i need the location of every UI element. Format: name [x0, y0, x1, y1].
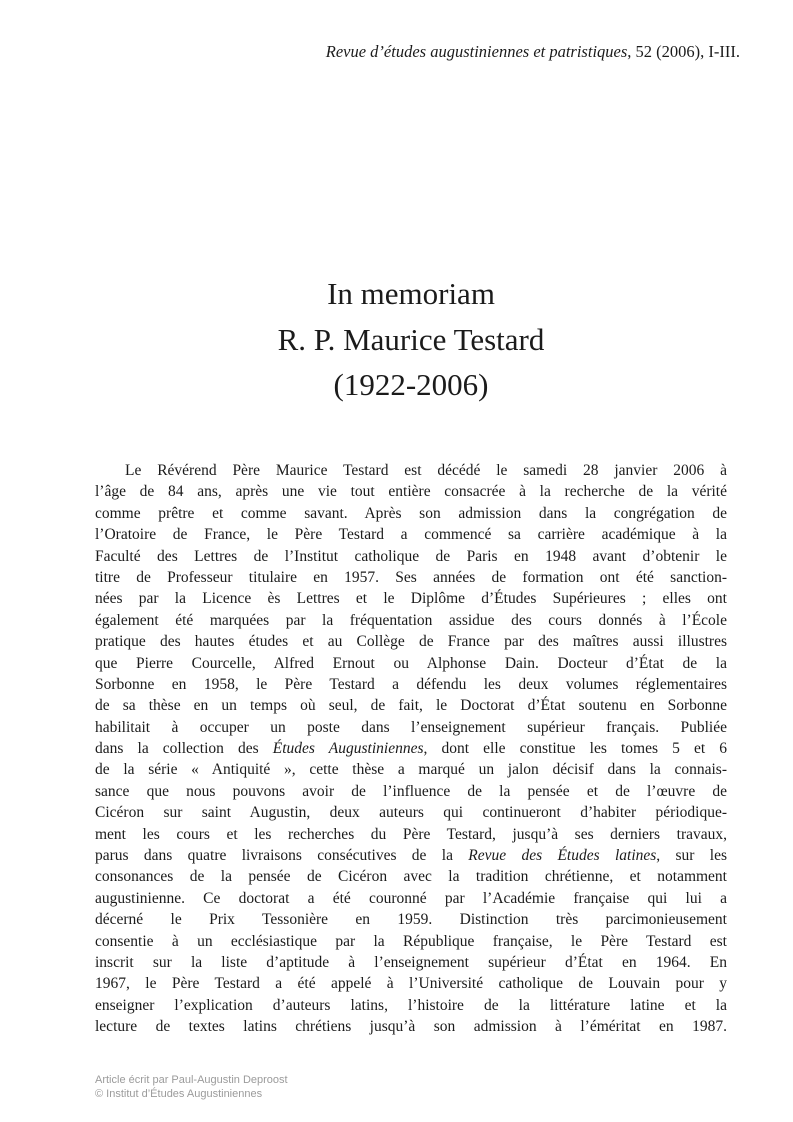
body-line	[95, 931, 727, 952]
body-line	[95, 738, 727, 759]
text-segment: de la série « Antiquité », cette thèse a marqué un jalon décisif dans la connais-	[95, 761, 727, 779]
italic-text-segment: Études Augustiniennes	[272, 740, 424, 758]
text-segment: que Pierre Courcelle, Alfred Ernout ou Alphonse Dain. Docteur d’État de la	[95, 654, 727, 672]
body-line	[95, 973, 727, 994]
text-segment: comme prêtre et comme savant. Après son admission dans la congrégation de	[95, 504, 727, 522]
text-segment: habilitait à occuper un poste dans l’enseignement supérieur français. Publiée	[95, 718, 727, 736]
italic-text-segment: Revue des Études latines	[468, 847, 657, 865]
text-segment: pratique des hautes études et au Collège de France par des maîtres aussi illustres	[95, 633, 727, 651]
text-segment: augustinienne. Ce doctorat a été couronné par l’Académie française qui lui a	[95, 889, 727, 907]
text-segment: consentie à un ecclésiastique par la République française, le Père Testard est	[95, 932, 727, 950]
text-segment: décerné le Prix Tessonière en 1959. Distinction très parcimonieusement	[95, 911, 727, 929]
body-line	[95, 610, 727, 631]
text-segment: dans la collection des	[95, 740, 273, 758]
text-segment: titre de Professeur titulaire en 1957. Ses années de formation ont été sanction-	[95, 568, 727, 586]
body-line	[95, 653, 727, 674]
title-line-in-memoriam: In memoriam	[327, 276, 495, 311]
body-line	[95, 866, 727, 887]
text-segment: inscrit sur la liste d’aptitude à l’enseignement supérieur d’État en 1964. En	[95, 953, 727, 971]
body-line	[95, 824, 727, 845]
page-footer	[95, 1074, 288, 1101]
text-segment: nées par la Licence ès Lettres et le Diplôme d’Études Supérieures ; elles ont	[95, 590, 727, 608]
journal-citation: , 52 (2006), I-III.	[627, 42, 740, 61]
text-segment: Faculté des Lettres de l’Institut catholique de Paris en 1948 avant d’obtenir le	[95, 547, 727, 565]
body-line	[95, 845, 727, 866]
text-segment: , sur les	[656, 847, 727, 865]
text-segment: de sa thèse en un temps où seul, de fait, le Doctorat d’État soutenu en Sorbonne	[95, 697, 727, 715]
journal-title: Revue d’études augustiniennes et patristiques	[325, 42, 628, 61]
text-segment: ment les cours et les recherches du Père Testard, jusqu’à ses derniers travaux,	[95, 825, 727, 843]
body-line	[95, 717, 727, 738]
text-segment: 1967, le Père Testard a été appelé à l’Université catholique de Louvain pour y	[95, 975, 727, 993]
body-line	[95, 781, 727, 802]
body-line	[95, 995, 727, 1016]
body-line	[95, 759, 727, 780]
body-line	[95, 524, 727, 545]
body-line	[95, 481, 727, 502]
body-line	[95, 631, 727, 652]
title-line-dates: (1922-2006)	[333, 367, 489, 402]
text-segment: lecture de textes latins chrétiens jusqu’à son admission à l’éméritat en 1987.	[95, 1018, 727, 1036]
body-line	[95, 460, 727, 481]
body-line	[95, 674, 727, 695]
body-line	[95, 503, 727, 524]
text-segment: sance que nous pouvons avoir de l’influence de la pensée et de l’œuvre de	[95, 782, 727, 800]
text-segment: également été marquées par la fréquentation assidue des cours donnés à l’École	[95, 611, 727, 629]
body-line	[95, 888, 727, 909]
footer-copyright: © Institut d’Études Augustiniennes	[95, 1087, 263, 1100]
footer-credit: Article écrit par Paul-Augustin Deproost	[95, 1074, 288, 1086]
body-line	[95, 695, 727, 716]
body-line	[95, 546, 727, 567]
body-text	[95, 460, 727, 1038]
text-segment: , dont elle constitue les tomes 5 et 6	[423, 740, 727, 758]
text-segment: Cicéron sur saint Augustin, deux auteurs qui continueront d’habiter périodique-	[95, 804, 727, 822]
body-line	[95, 1016, 727, 1037]
text-segment: enseigner l’explication d’auteurs latins, l’histoire de la littérature latine et la	[95, 996, 727, 1014]
text-segment: l’âge de 84 ans, après une vie tout entière consacrée à la recherche de la vérité	[95, 483, 727, 501]
running-head	[326, 42, 740, 62]
body-line	[95, 588, 727, 609]
text-segment: Sorbonne en 1958, le Père Testard a défendu les deux volumes réglementaires	[95, 675, 727, 693]
body-line	[95, 567, 727, 588]
article-title	[95, 271, 727, 408]
title-line-name: R. P. Maurice Testard	[277, 321, 545, 357]
body-line	[95, 909, 727, 930]
text-segment: Le Révérend Père Maurice Testard est décédé le samedi 28 janvier 2006 à	[125, 462, 727, 479]
body-line	[95, 952, 727, 973]
body-line	[95, 802, 727, 823]
text-segment: l’Oratoire de France, le Père Testard a commencé sa carrière académique à la	[95, 526, 727, 544]
text-segment: parus dans quatre livraisons consécutives de la	[95, 847, 469, 865]
text-segment: consonances de la pensée de Cicéron avec la tradition chrétienne, et notamment	[95, 868, 727, 886]
